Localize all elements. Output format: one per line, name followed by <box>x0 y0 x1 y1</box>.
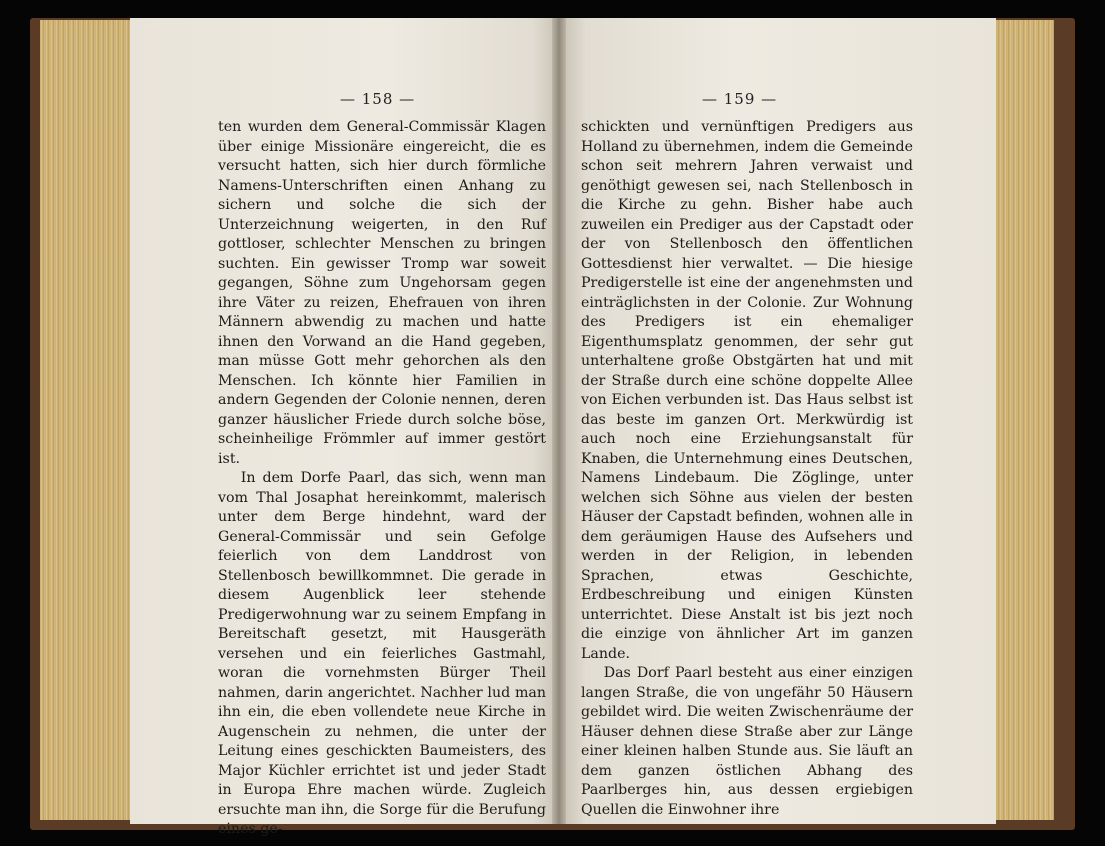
page-edges-right <box>992 20 1054 820</box>
paragraph: ten wurden dem General-Commissär Klagen über einige Missionäre eingereicht, die es versucht hatten, sich hier durch förmliche Namens-Unterschriften einen Anhang zu sichern und solche die sich der Unterzeichnung weigerten, in den Ruf gottloser, schlechter Menschen zu bringen suchten. Ein gewisser Tromp war soweit gegangen, Söhne zum Ungehorsam gegen ihre Väter zu reizen, Ehefrauen von ihren Männern abwendig zu machen und hatte ihnen den Vorwand an die Hand gegeben, man müsse Gott mehr gehorchen als den Menschen. Ich könnte hier Familien in andern Gegenden der Colonie nennen, deren ganzer häuslicher Friede durch solche böse, scheinheilige Frömmler auf immer gestört ist. <box>218 119 546 467</box>
left-page-text <box>218 118 546 840</box>
right-page-number: — 159 — <box>702 90 778 108</box>
book-gutter <box>552 18 566 824</box>
right-page-text <box>581 118 913 820</box>
paragraph: schickten und vernünftigen Predigers aus Holland zu übernehmen, indem die Gemeinde schon seit mehrern Jahren verwaist und genöthigt gewesen sei, nach Stellenbosch in die Kirche zu gehn. Bisher habe auch zuweilen ein Prediger aus der Capstadt oder der von Stellenbosch den öffentlichen Gottesdienst hier verwaltet. — Die hiesige Predigerstelle ist eine der angenehmsten und einträglichsten in der Colonie. Zur Wohnung des Predigers ist ein ehemaliger Eigenthumsplatz genommen, der sehr gut unterhaltene große Obstgärten hat und mit der Straße durch eine schöne doppelte Allee von Eichen verbunden ist. Das Haus selbst ist das beste im ganzen Ort. Merkwürdig ist auch noch eine Erziehungsanstalt für Knaben, die Unternehmung eines Deutschen, Namens Lindebaum. Die Zöglinge, unter welchen sich Söhne aus vielen der besten Häuser der Capstadt befinden, wohnen alle in dem geräumigen Hause des Aufsehers und werden in der Religion, in lebenden Sprachen, etwas Geschichte, Erdbeschreibung und einigen Künsten unterrichtet. Diese Anstalt ist bis jezt noch die einzige von ähnlicher Art im ganzen Lande. <box>581 119 913 662</box>
left-page-number: — 158 — <box>340 90 416 108</box>
paragraph: Das Dorf Paarl besteht aus einer einzigen langen Straße, die von ungefähr 50 Häusern gebildet wird. Die weiten Zwischenräume der Häuser dehnen diese Straße aber zur Länge einer kleinen halben Stunde aus. Sie läuft an dem ganzen östlichen Abhang des Paarlberges hin, aus dessen ergiebigen Quellen die Einwohner ihre <box>581 665 913 818</box>
paragraph: In dem Dorfe Paarl, das sich, wenn man vom Thal Josaphat hereinkommt, malerisch unter dem Berge hindehnt, ward der General-Commissär und sein Gefolge feierlich von dem Landdrost von Stellenbosch bewillkommnet. Die gerade in diesem Augenblick leer stehende Predigerwohnung war zu seinem Empfang in Bereitschaft gesetzt, mit Hausgeräth versehen und ein feierliches Gastmahl, woran die vornehmsten Bürger Theil nahmen, darin angerichtet. Nachher lud man ihn ein, die eben vollendete neue Kirche in Augenschein zu nehmen, die unter der Leitung eines geschickten Baumeisters, des Major Küchler errichtet ist und jeder Stadt in Europa Ehre machen würde. Zugleich ersuchte man ihn, die Sorge für die Berufung eines ge- <box>218 470 546 837</box>
page-edges-left <box>40 20 135 820</box>
